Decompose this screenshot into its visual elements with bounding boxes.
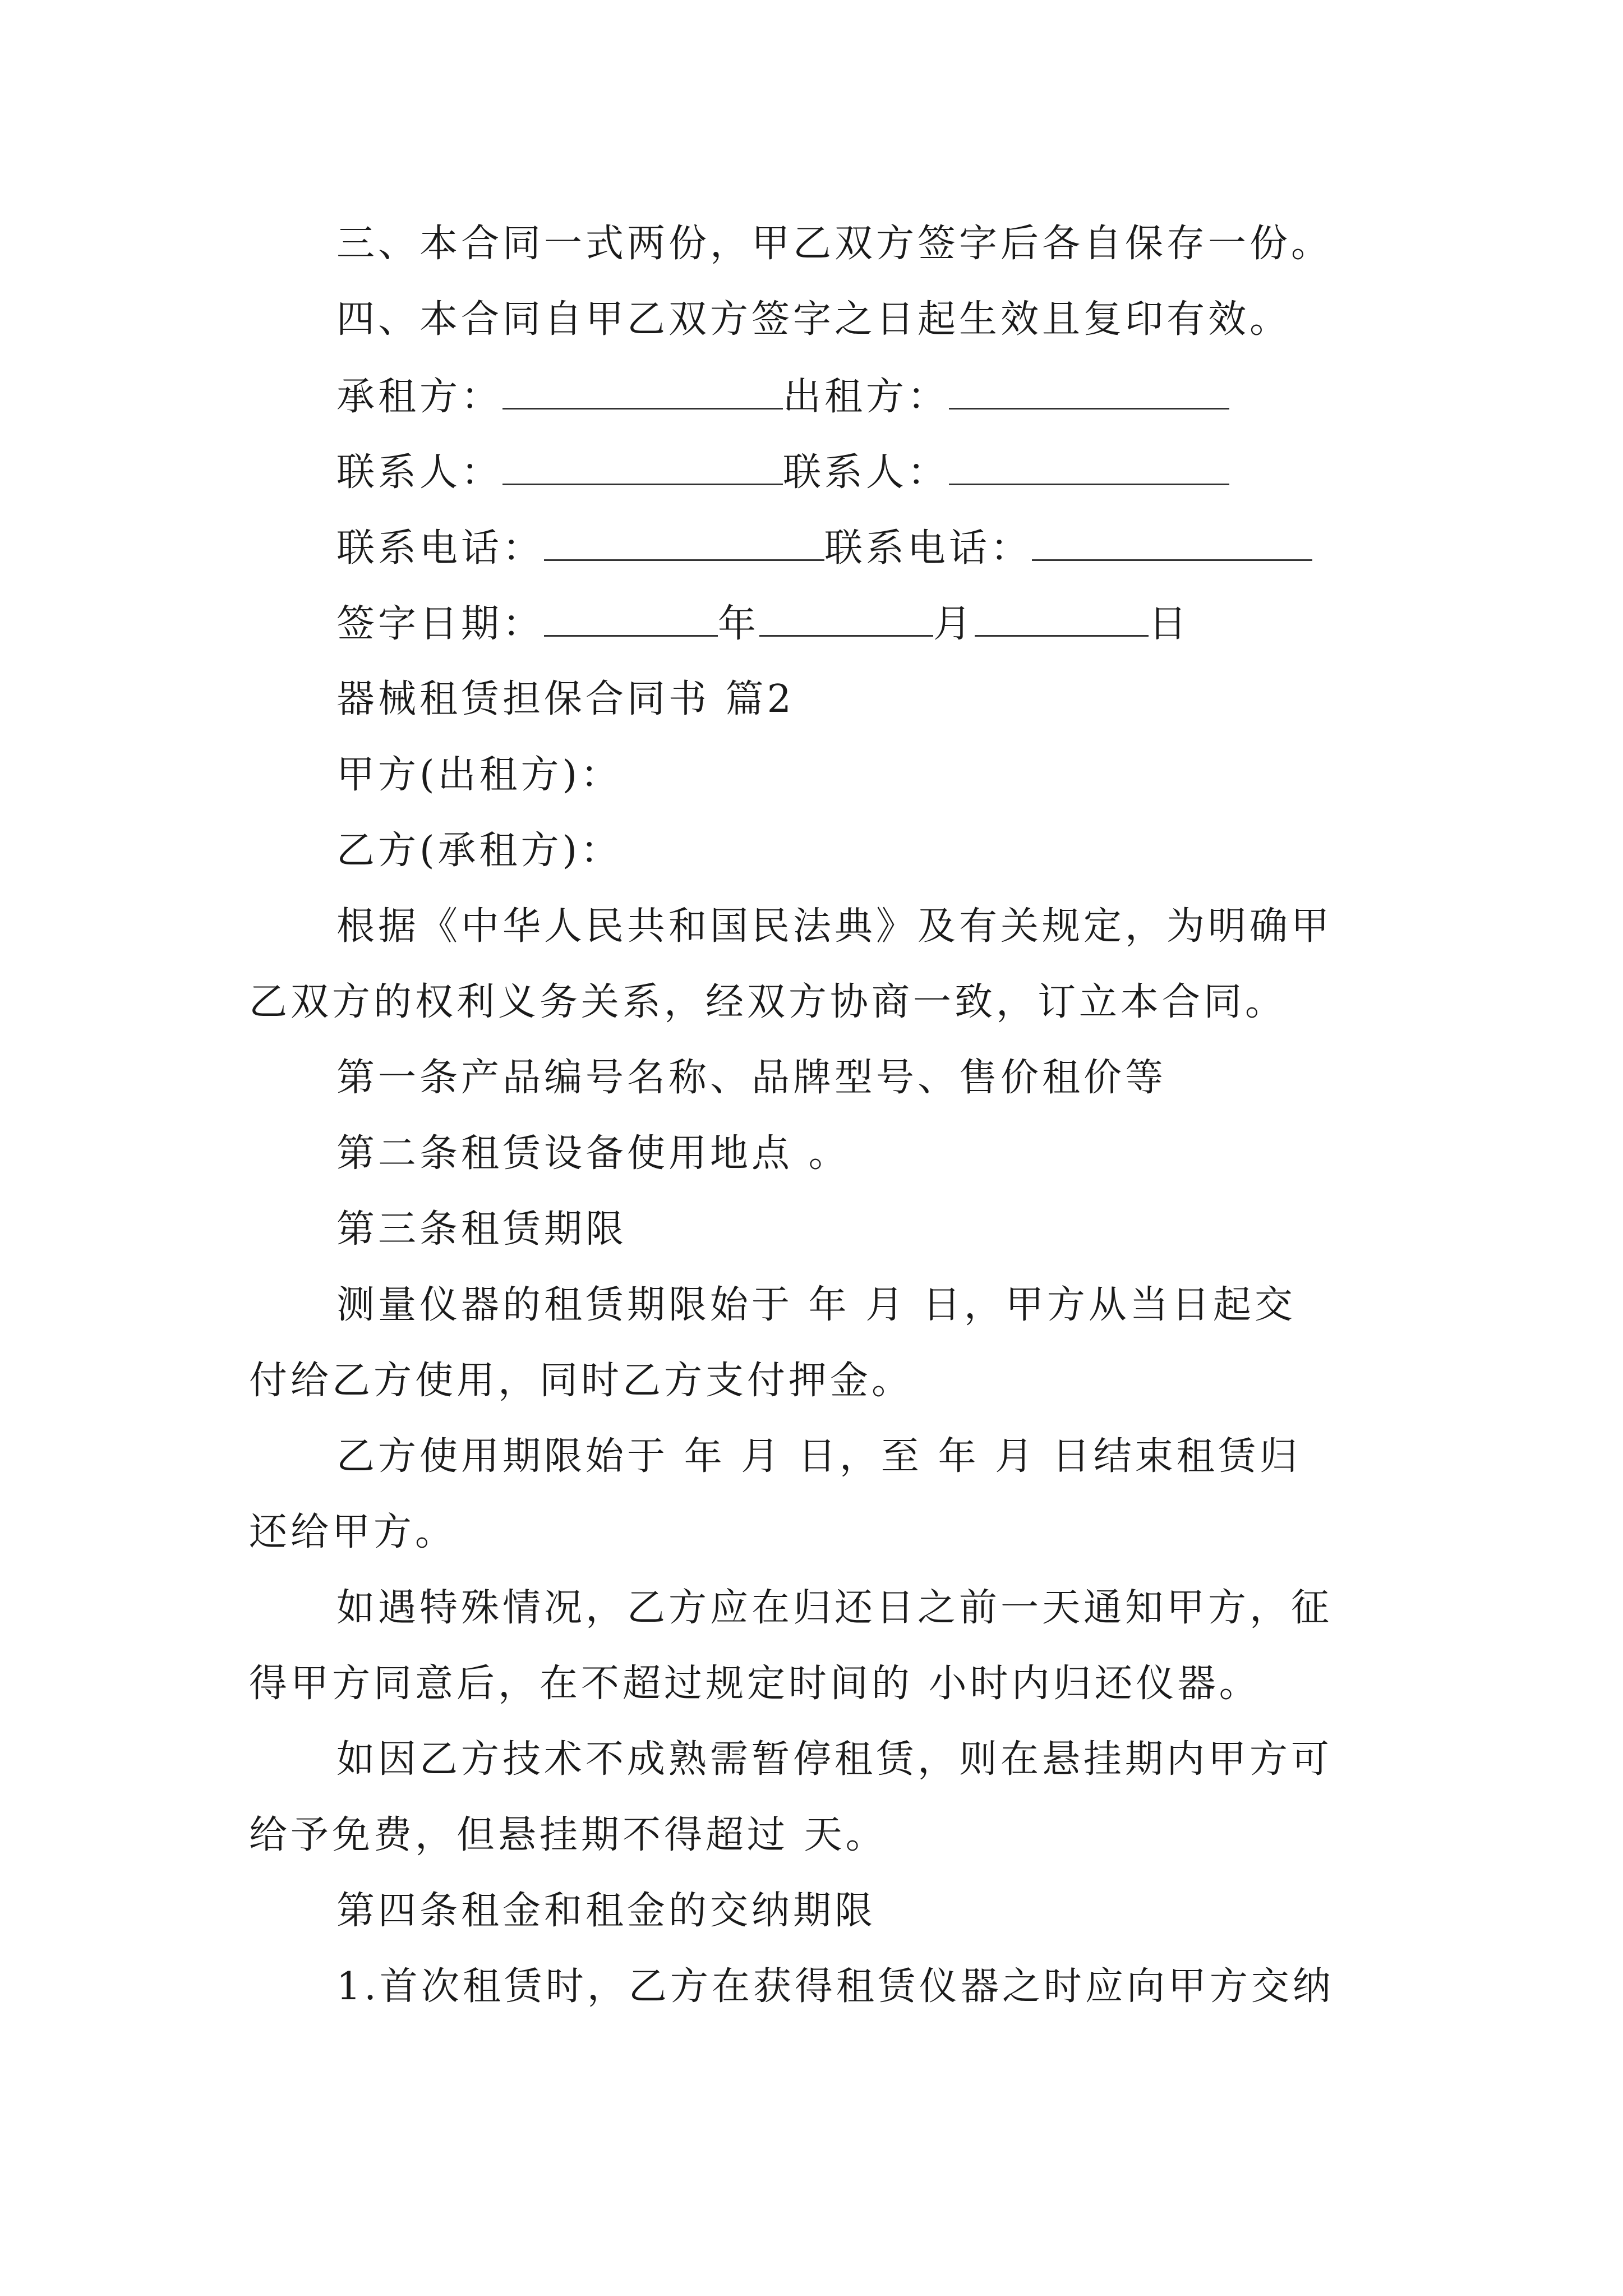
article-4-item-1: 1.首次租赁时，乙方在获得租赁仪器之时应向甲方交纳 <box>336 1964 1334 2009</box>
year-label: 年 <box>718 602 760 646</box>
article-4-title: 第四条租金和租金的交纳期限 <box>336 1889 877 1933</box>
clause-3: 三、本合同一式两份，甲乙双方签字后各自保存一份。 <box>336 222 1333 266</box>
date-label: 签字日期： <box>336 602 545 646</box>
day-label: 日 <box>1149 602 1191 646</box>
contact-label-a: 联系人： <box>336 450 503 495</box>
month-label: 月 <box>933 602 975 646</box>
signature-row-phones <box>336 526 1514 571</box>
article-3-title: 第三条租赁期限 <box>336 1207 628 1251</box>
article-3-p4-line-1: 如因乙方技术不成熟需暂停租赁，则在悬挂期内甲方可 <box>336 1737 1333 1782</box>
article-3-p3-line-1: 如遇特殊情况，乙方应在归还日之前一天通知甲方，征 <box>336 1586 1333 1630</box>
day-blank <box>975 601 1149 637</box>
section-title: 器械租赁担保合同书 篇2 <box>336 677 795 721</box>
article-3-p1-line-2: 付给乙方使用，同时乙方支付押金。 <box>249 1359 914 1403</box>
signature-row-contacts <box>336 450 1514 495</box>
contact-blank-b <box>949 450 1229 485</box>
signature-row-date <box>336 601 1514 647</box>
phone-blank-b <box>1032 526 1312 561</box>
phone-label-b: 联系电话： <box>824 526 1032 570</box>
article-3-p1-line-1: 测量仪器的租赁期限始于 年 月 日，甲方从当日起交 <box>336 1283 1296 1327</box>
contact-blank-a <box>502 450 783 485</box>
preamble-line-2: 乙双方的权利义务关系，经双方协商一致，订立本合同。 <box>249 980 1287 1024</box>
month-blank <box>759 601 933 637</box>
article-3-p3-line-2: 得甲方同意后，在不超过规定时间的 小时内归还仪器。 <box>249 1662 1261 1706</box>
contact-label-b: 联系人： <box>783 450 949 495</box>
article-3-p4-line-2: 给予免费，但悬挂期不得超过 天。 <box>249 1813 887 1857</box>
preamble-line-1: 根据《中华人民共和国民法典》及有关规定，为明确甲 <box>336 904 1333 949</box>
year-blank <box>544 601 718 637</box>
article-2: 第二条租赁设备使用地点 。 <box>336 1131 850 1176</box>
clause-4: 四、本合同自甲乙双方签字之日起生效且复印有效。 <box>336 297 1292 342</box>
phone-blank-a <box>544 526 824 561</box>
party-b: 乙方(承租方)： <box>336 829 623 873</box>
article-3-p2-line-1: 乙方使用期限始于 年 月 日，至 年 月 日结束租赁归 <box>336 1434 1301 1479</box>
party-a: 甲方(出租方)： <box>336 753 623 797</box>
lessor-label: 出租方： <box>783 375 949 419</box>
phone-label-a: 联系电话： <box>336 526 545 570</box>
lessee-label: 承租方： <box>336 375 503 419</box>
lessee-blank <box>502 374 783 409</box>
article-3-p2-line-2: 还给甲方。 <box>249 1510 457 1554</box>
signature-row-parties <box>336 374 1514 420</box>
article-1: 第一条产品编号名称、品牌型号、售价租价等 <box>336 1056 1167 1100</box>
lessor-blank <box>949 374 1229 409</box>
